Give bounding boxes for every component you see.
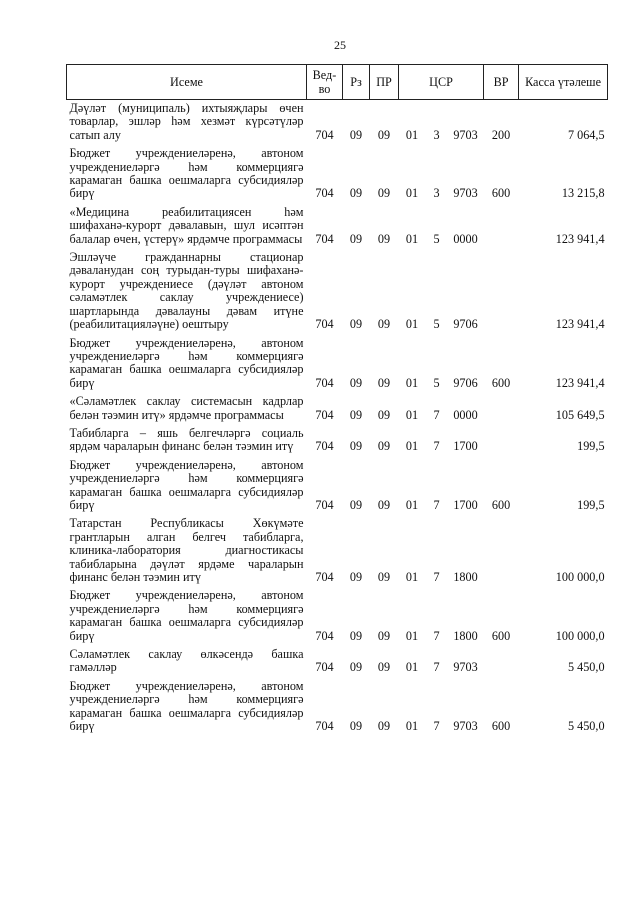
row-csr-program: 01 bbox=[405, 570, 419, 584]
header-name: Исеме bbox=[67, 65, 307, 100]
row-csr-code: 1800 bbox=[453, 570, 478, 584]
row-name: Сәламәтлек саклау өлкәсендә башка гамәлләр bbox=[69, 647, 304, 675]
page-number: 25 bbox=[334, 38, 346, 52]
table-row bbox=[67, 515, 608, 587]
row-rz: 09 bbox=[349, 570, 363, 584]
row-csr-program: 01 bbox=[405, 231, 419, 246]
row-pr: 09 bbox=[377, 660, 391, 675]
row-csr-code: 0000 bbox=[453, 231, 478, 246]
row-csr-program: 01 bbox=[405, 628, 419, 643]
row-csr-sub: 7 bbox=[433, 719, 440, 734]
row-name: Бюджет учреждениеләренә, автоном учреждениеләргә һәм коммерциягә карамаган башка оешмаларга субсидияләр бирү bbox=[69, 335, 304, 390]
row-name: Дәүләт (муниципаль) ихтыяҗлары өчен товарлар, эшләр һәм хезмәт күрсәтүләр сатып алу bbox=[69, 101, 304, 142]
row-amount: 199,5 bbox=[577, 497, 605, 512]
row-csr-program: 01 bbox=[405, 439, 419, 454]
row-ved: 704 bbox=[315, 660, 334, 675]
row-amount: 7 064,5 bbox=[567, 127, 605, 142]
row-csr-sub: 5 bbox=[433, 231, 440, 246]
row-csr-code: 9703 bbox=[453, 127, 478, 142]
row-csr-program: 01 bbox=[405, 186, 419, 201]
row-csr-program: 01 bbox=[405, 127, 419, 142]
row-csr-program: 01 bbox=[405, 660, 419, 675]
row-vr bbox=[484, 646, 519, 678]
row-csr-code: 9706 bbox=[453, 317, 478, 332]
row-csr-program: 01 bbox=[405, 719, 419, 734]
row-csr-code: 1800 bbox=[453, 628, 478, 643]
table-row bbox=[67, 145, 608, 204]
row-csr-program: 01 bbox=[405, 375, 419, 390]
row-vr bbox=[484, 204, 519, 249]
table-row bbox=[67, 457, 608, 516]
row-pr: 09 bbox=[377, 719, 391, 734]
row-csr-program: 01 bbox=[405, 317, 419, 332]
row-ved: 704 bbox=[315, 375, 334, 390]
budget-table bbox=[66, 64, 608, 736]
row-rz: 09 bbox=[349, 497, 363, 512]
row-amount: 13 215,8 bbox=[561, 186, 605, 201]
row-pr: 09 bbox=[377, 497, 391, 512]
row-amount: 105 649,5 bbox=[555, 407, 605, 422]
row-amount: 123 941,4 bbox=[555, 375, 605, 390]
row-csr-code: 1700 bbox=[453, 439, 478, 454]
row-csr-code: 1700 bbox=[453, 497, 478, 512]
row-name: Татарстан Республикасы Хөкүмәте грантларын алган белгеч табибларга, клиника-лаборатория диагностикасы табибларына дәүләт ярдәме чараларын финанс белән тәэмин итү bbox=[69, 516, 304, 584]
row-csr-sub: 5 bbox=[433, 317, 440, 332]
row-csr-sub: 7 bbox=[433, 660, 440, 675]
row-amount: 123 941,4 bbox=[555, 231, 605, 246]
table-row bbox=[67, 587, 608, 646]
row-rz: 09 bbox=[349, 317, 363, 332]
row-ved: 704 bbox=[315, 407, 334, 422]
row-amount: 5 450,0 bbox=[567, 719, 605, 734]
row-csr-code: 0000 bbox=[453, 407, 478, 422]
table-row bbox=[67, 678, 608, 737]
row-csr-sub: 3 bbox=[433, 186, 440, 201]
row-amount: 5 450,0 bbox=[567, 660, 605, 675]
row-rz: 09 bbox=[349, 439, 363, 454]
row-vr: 600 bbox=[491, 719, 511, 734]
table-row bbox=[67, 393, 608, 425]
row-vr bbox=[484, 425, 519, 457]
table-row bbox=[67, 204, 608, 249]
row-amount: 100 000,0 bbox=[555, 570, 605, 584]
header-pr: ПР bbox=[370, 65, 399, 100]
table-row bbox=[67, 335, 608, 394]
row-ved: 704 bbox=[315, 570, 334, 584]
row-csr-sub: 7 bbox=[433, 497, 440, 512]
row-vr: 600 bbox=[491, 186, 511, 201]
row-csr-program: 01 bbox=[405, 407, 419, 422]
table-header-row bbox=[67, 65, 608, 100]
row-pr: 09 bbox=[377, 570, 391, 584]
row-ved: 704 bbox=[315, 127, 334, 142]
row-csr-code: 9703 bbox=[453, 719, 478, 734]
row-name: «Медицина реабилитациясен һәм шифаханә-курорт дәвалавын, шул исәптән балалар өчен, үстерү» ярдәмче программасы bbox=[69, 204, 304, 246]
table-row bbox=[67, 646, 608, 678]
row-csr-program: 01 bbox=[405, 497, 419, 512]
row-pr: 09 bbox=[377, 317, 391, 332]
row-vr bbox=[484, 249, 519, 334]
row-csr-code: 9703 bbox=[453, 186, 478, 201]
row-csr-sub: 5 bbox=[433, 375, 440, 390]
row-vr: 200 bbox=[491, 127, 511, 142]
row-pr: 09 bbox=[377, 127, 391, 142]
row-name: Бюджет учреждениеләренә, автоном учреждениеләргә һәм коммерциягә карамаган башка оешмаларга субсидияләр бирү bbox=[69, 457, 304, 512]
row-name: Бюджет учреждениеләренә, автоном учреждениеләргә һәм коммерциягә карамаган башка оешмаларга субсидияләр бирү bbox=[69, 588, 304, 643]
row-rz: 09 bbox=[349, 127, 363, 142]
row-name: Табибларга – яшь белгечләргә социаль ярдәм чараларын финанс белән тәэмин итү bbox=[69, 425, 304, 454]
row-csr-code: 9703 bbox=[453, 660, 478, 675]
row-rz: 09 bbox=[349, 719, 363, 734]
header-rz: Рз bbox=[343, 65, 370, 100]
row-ved: 704 bbox=[315, 439, 334, 454]
table-row bbox=[67, 249, 608, 334]
row-rz: 09 bbox=[349, 375, 363, 390]
row-pr: 09 bbox=[377, 231, 391, 246]
row-ved: 704 bbox=[315, 628, 334, 643]
row-pr: 09 bbox=[377, 407, 391, 422]
header-ved: Вед-во bbox=[307, 65, 343, 100]
row-rz: 09 bbox=[349, 186, 363, 201]
row-amount: 123 941,4 bbox=[555, 317, 605, 332]
row-name: Эшләүче гражданнарны стационар дәваланудан соң турыдан-туры шифаханә-курорт учреждениесе (дәүләт автоном сәламәтлек саклау учреждениесе) шартларында дәвалауны дәвам итүне (реабилитацияләүне) оештыру bbox=[69, 250, 304, 332]
table-row bbox=[67, 425, 608, 457]
row-pr: 09 bbox=[377, 439, 391, 454]
header-kassa: Касса үтәлеше bbox=[519, 65, 608, 100]
row-csr-sub: 7 bbox=[433, 439, 440, 454]
row-csr-sub: 7 bbox=[433, 407, 440, 422]
row-ved: 704 bbox=[315, 497, 334, 512]
header-csr: ЦСР bbox=[399, 65, 484, 100]
row-name: Бюджет учреждениеләренә, автоном учреждениеләргә һәм коммерциягә карамаган башка оешмаларга субсидияләр бирү bbox=[69, 678, 304, 734]
row-rz: 09 bbox=[349, 407, 363, 422]
row-csr-sub: 7 bbox=[433, 570, 440, 584]
row-ved: 704 bbox=[315, 231, 334, 246]
row-amount: 100 000,0 bbox=[555, 628, 605, 643]
row-vr: 600 bbox=[491, 497, 511, 512]
row-vr bbox=[484, 393, 519, 425]
row-name: «Сәламәтлек саклау системасын кадрлар белән тәэмин итү» ярдәмче программасы bbox=[69, 394, 304, 422]
row-pr: 09 bbox=[377, 375, 391, 390]
row-rz: 09 bbox=[349, 660, 363, 675]
row-name: Бюджет учреждениеләренә, автоном учреждениеләргә һәм коммерциягә карамаган башка оешмаларга субсидияләр бирү bbox=[69, 146, 304, 201]
row-vr: 600 bbox=[491, 628, 511, 643]
row-vr bbox=[484, 515, 519, 587]
row-ved: 704 bbox=[315, 719, 334, 734]
row-rz: 09 bbox=[349, 231, 363, 246]
header-vr: ВР bbox=[484, 65, 519, 100]
row-vr: 600 bbox=[491, 375, 511, 390]
row-pr: 09 bbox=[377, 628, 391, 643]
row-csr-code: 9706 bbox=[453, 375, 478, 390]
row-csr-sub: 3 bbox=[433, 127, 440, 142]
row-amount: 199,5 bbox=[577, 439, 605, 454]
row-ved: 704 bbox=[315, 317, 334, 332]
row-rz: 09 bbox=[349, 628, 363, 643]
row-pr: 09 bbox=[377, 186, 391, 201]
row-ved: 704 bbox=[315, 186, 334, 201]
table-row bbox=[67, 100, 608, 146]
row-csr-sub: 7 bbox=[433, 628, 440, 643]
